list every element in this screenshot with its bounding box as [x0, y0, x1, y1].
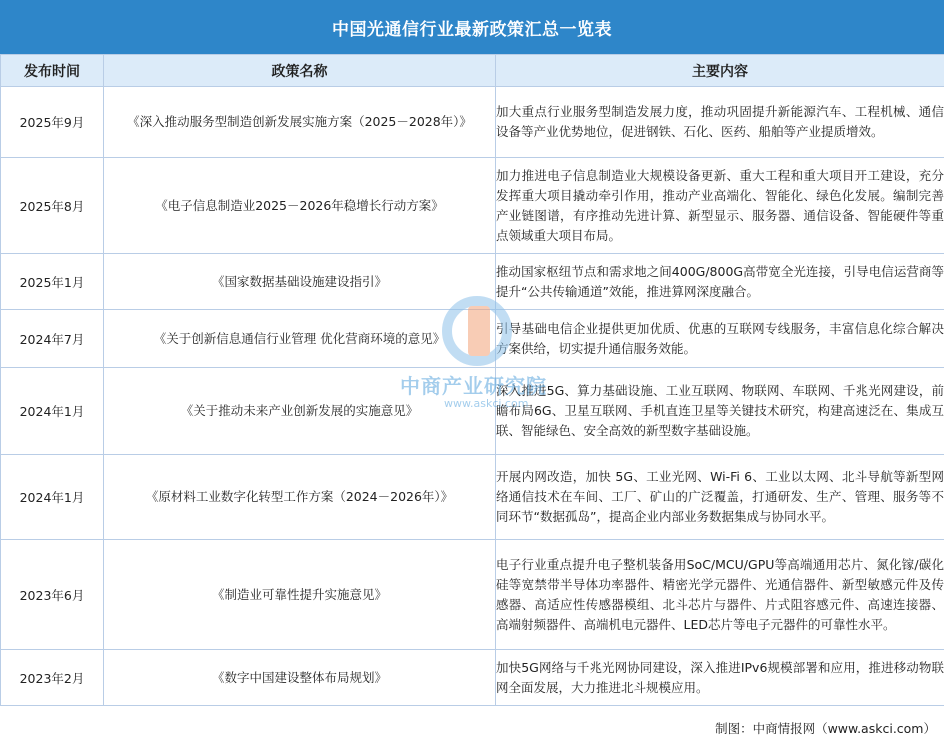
row-content: 深入推进5G、算力基础设施、工业互联网、物联网、车联网、千兆光网建设，前瞻布局6G、卫星互联网、手机直连卫星等关键技术研究，构建高速泛在、集成互联、智能绿色、安全高效的新型数字基础设施。 [496, 368, 944, 455]
source-footer: 制图：中商情报网（www.askci.com） [715, 721, 936, 736]
row-policy-name: 《深入推动服务型制造创新发展实施方案（2025－2028年）》 [104, 87, 496, 158]
row-date: 2025年1月 [1, 254, 104, 310]
watermark-url: www.askci.com [444, 397, 529, 410]
table-title: 中国光通信行业最新政策汇总一览表 [0, 0, 944, 54]
row-date: 2025年9月 [1, 87, 104, 158]
row-policy-name: 《电子信息制造业2025－2026年稳增长行动方案》 [104, 158, 496, 254]
row-content: 引导基础电信企业提供更加优质、优惠的互联网专线服务，丰富信息化综合解决方案供给，切实提升通信服务效能。 [496, 310, 944, 368]
table-row [1, 368, 944, 455]
row-content: 开展内网改造，加快 5G、工业光网、Wi-Fi 6、工业以太网、北斗导航等新型网络通信技术在车间、工厂、矿山的广泛覆盖，打通研发、生产、管理、服务等不同环节“数据孤岛”，提高企业内部业务数据集成与协同水平。 [496, 455, 944, 540]
policy-table [0, 54, 944, 706]
row-content: 电子行业重点提升电子整机装备用SoC/MCU/GPU等高端通用芯片、氮化镓/碳化硅等宽禁带半导体功率器件、精密光学元器件、光通信器件、新型敏感元件及传感器、高适应性传感器模组、北斗芯片与器件、片式阻容感元件、高速连接器、高端射频器件、高端机电元器件、LED芯片等电子元器件的可靠性水平。 [496, 540, 944, 650]
row-policy-name: 《国家数据基础设施建设指引》 [104, 254, 496, 310]
row-policy-name: 《数字中国建设整体布局规划》 [104, 650, 496, 706]
header-date: 发布时间 [1, 55, 104, 87]
row-content: 推动国家枢纽节点和需求地之间400G/800G高带宽全光连接，引导电信运营商等提升“公共传输通道”效能，推进算网深度融合。 [496, 254, 944, 310]
table-row [1, 455, 944, 540]
row-policy-name: 《原材料工业数字化转型工作方案（2024－2026年）》 [104, 455, 496, 540]
header-content: 主要内容 [496, 55, 944, 87]
row-policy-name: 《关于推动未来产业创新发展的实施意见》 [104, 368, 496, 455]
header-row [1, 55, 944, 87]
row-date: 2023年2月 [1, 650, 104, 706]
row-date: 2023年6月 [1, 540, 104, 650]
row-date: 2024年7月 [1, 310, 104, 368]
watermark-text: 中商产业研究院 [400, 374, 547, 398]
table-row [1, 87, 944, 158]
row-content: 加大重点行业服务型制造发展力度，推动巩固提升新能源汽车、工程机械、通信设备等产业优势地位，促进钢铁、石化、医药、船舶等产业提质增效。 [496, 87, 944, 158]
table-row [1, 254, 944, 310]
row-date: 2024年1月 [1, 368, 104, 455]
row-date: 2024年1月 [1, 455, 104, 540]
table-row [1, 310, 944, 368]
row-policy-name: 《关于创新信息通信行业管理 优化营商环境的意见》 [104, 310, 496, 368]
table-row [1, 158, 944, 254]
row-date: 2025年8月 [1, 158, 104, 254]
header-name: 政策名称 [104, 55, 496, 87]
row-policy-name: 《制造业可靠性提升实施意见》 [104, 540, 496, 650]
row-content: 加力推进电子信息制造业大规模设备更新、重大工程和重大项目开工建设，充分发挥重大项目撬动牵引作用，推动产业高端化、智能化、绿色化发展。编制完善产业链图谱，有序推动先进计算、新型显示、服务器、通信设备、智能硬件等重点领域重大项目布局。 [496, 158, 944, 254]
table-row [1, 540, 944, 650]
table-row [1, 650, 944, 706]
row-content: 加快5G网络与千兆光网协同建设，深入推进IPv6规模部署和应用，推进移动物联网全面发展，大力推进北斗规模应用。 [496, 650, 944, 706]
